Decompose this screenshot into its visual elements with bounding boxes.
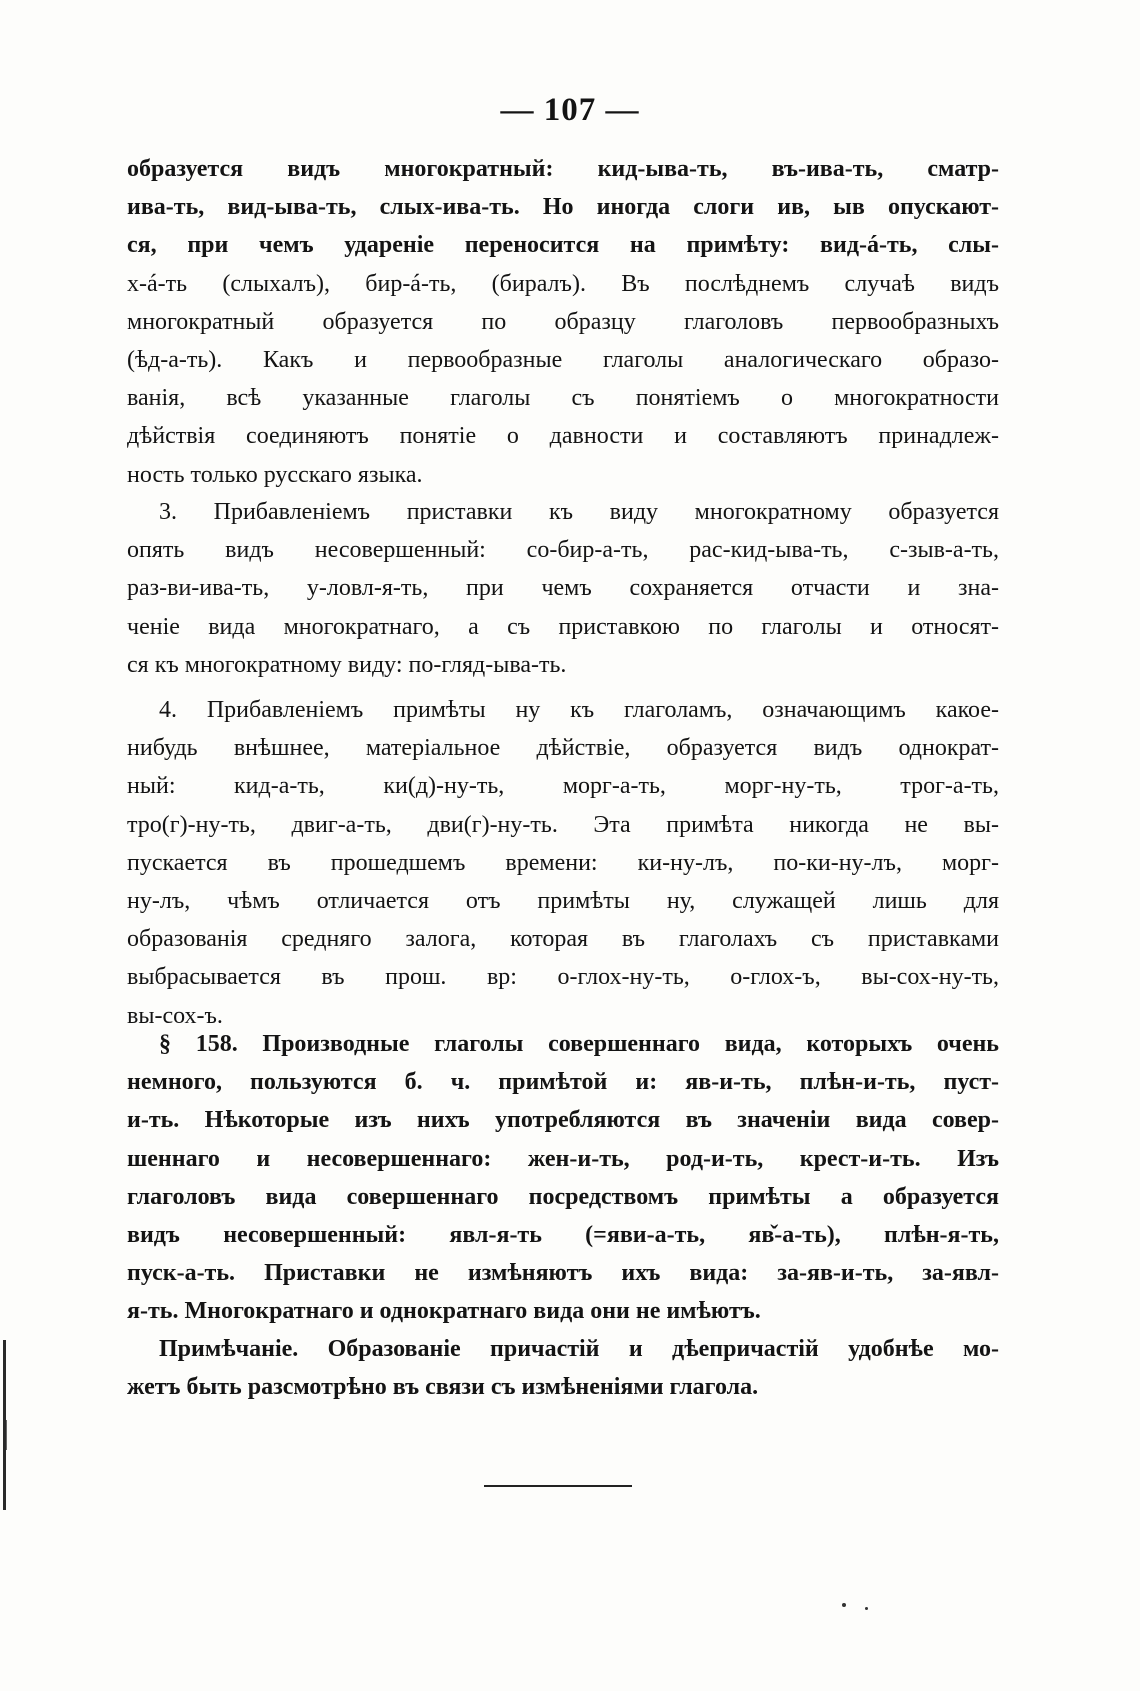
- paragraph-2: [127, 493, 999, 684]
- text-line: глаголовъ вида совершеннаго посредствомъ примѣты а образуется: [127, 1183, 999, 1210]
- text-line: дѣйствія соединяютъ понятіе о давности и составляютъ принадлеж-: [127, 423, 999, 450]
- text-line: я-ть. Многократнаго и однократнаго вида они не имѣютъ.: [127, 1298, 761, 1325]
- section-divider: [484, 1485, 632, 1487]
- text-line: ся, при чемъ удареніе переносится на примѣту: вид-á-ть, слы-: [127, 232, 999, 259]
- text-line: нибудь внѣшнее, матеріальное дѣйствіе, образуется видъ однократ-: [127, 735, 999, 762]
- paragraph-note: [127, 1330, 999, 1406]
- text-line: шеннаго и несовершеннаго: жен-и-ть, род-и-ть, крест-и-ть. Изъ: [127, 1145, 999, 1172]
- text-line: пускается въ прошедшемъ времени: ки-ну-лъ, по-ки-ну-лъ, морг-: [127, 849, 999, 876]
- text-line: ный: кид-а-ть, ки(д)-ну-ть, морг-а-ть, морг-ну-ть, трог-а-ть,: [127, 773, 999, 800]
- text-line: ива-ть, вид-ыва-ть, слых-ива-ть. Но иногда слоги ив, ыв опускают-: [127, 194, 999, 221]
- text-line: 3. Прибавленіемъ приставки къ виду многократному образуется: [159, 499, 999, 525]
- text-line: ну-лъ, чѣмъ отличается отъ примѣты ну, служащей лишь для: [127, 887, 999, 914]
- paragraph-section-158: [127, 1025, 999, 1331]
- text-line: жетъ быть разсмотрѣно въ связи съ измѣненіями глагола.: [127, 1374, 759, 1401]
- text-line: немного, пользуются б. ч. примѣтой и: яв-и-ть, плѣн-и-ть, пуст-: [127, 1069, 999, 1096]
- text-line: х-á-ть (слыхалъ), бир-á-ть, (биралъ). Въ послѣднемъ случаѣ видъ: [127, 270, 999, 297]
- scan-speck: [842, 1603, 846, 1607]
- text-line: многократный образуется по образцу глаголовъ первообразныхъ: [127, 308, 999, 335]
- text-line: ность только русскаго языка.: [127, 461, 423, 488]
- scan-speck: [865, 1607, 868, 1610]
- text-line: образованія средняго залога, которая въ глаголахъ съ приставками: [127, 926, 999, 953]
- text-line: § 158. Производные глаголы совершеннаго вида, которыхъ очень: [159, 1031, 999, 1057]
- paragraph-3: [127, 691, 999, 1035]
- text-line: ченіе вида многократнаго, а съ приставкою по глаголы и относят-: [127, 613, 999, 640]
- text-line: тро(г)-ну-ть, двиг-а-ть, дви(г)-ну-ть. Эта примѣта никогда не вы-: [127, 811, 999, 838]
- text-line: пуск-а-ть. Приставки не измѣняютъ ихъ вида: за-яв-и-ть, за-явл-: [127, 1260, 999, 1287]
- text-line: 4. Прибавленіемъ примѣты ну къ глаголамъ, означающимъ какое-: [159, 697, 999, 723]
- text-line: выбрасывается въ прош. вр: о-глох-ну-ть, о-глох-ъ, вы-сох-ну-ть,: [127, 964, 999, 991]
- text-line: раз-ви-ива-ть, у-ловл-я-ть, при чемъ сохраняется отчасти и зна-: [127, 575, 999, 602]
- text-line: и-ть. Нѣкоторые изъ нихъ употребляются въ значеніи вида совер-: [127, 1107, 999, 1134]
- text-line: образуется видъ многократный: кид-ыва-ть, въ-ива-ть, сматр-: [127, 156, 999, 182]
- page-number: — 107 —: [500, 92, 640, 128]
- text-line: ся къ многократному виду: по-гляд-ыва-ть.: [127, 651, 567, 678]
- text-line: вы-сох-ъ.: [127, 1002, 223, 1029]
- text-line: Примѣчаніе. Образованіе причастій и дѣепричастій удобнѣе мо-: [159, 1336, 999, 1362]
- text-line: (ѣд-а-ть). Какъ и первообразные глаголы аналогическаго образо-: [127, 346, 999, 373]
- paragraph-1: [127, 150, 999, 494]
- page-edge-shadow: [6, 1420, 7, 1450]
- text-line: видъ несовершенный: явл-я-ть (=яви-а-ть, яв̌-а-ть), плѣн-я-ть,: [127, 1221, 999, 1248]
- text-line: опять видъ несовершенный: со-бир-а-ть, рас-кид-ыва-ть, с-зыв-а-ть,: [127, 537, 999, 564]
- text-line: ванія, всѣ указанные глаголы съ понятіемъ о многократности: [127, 385, 999, 412]
